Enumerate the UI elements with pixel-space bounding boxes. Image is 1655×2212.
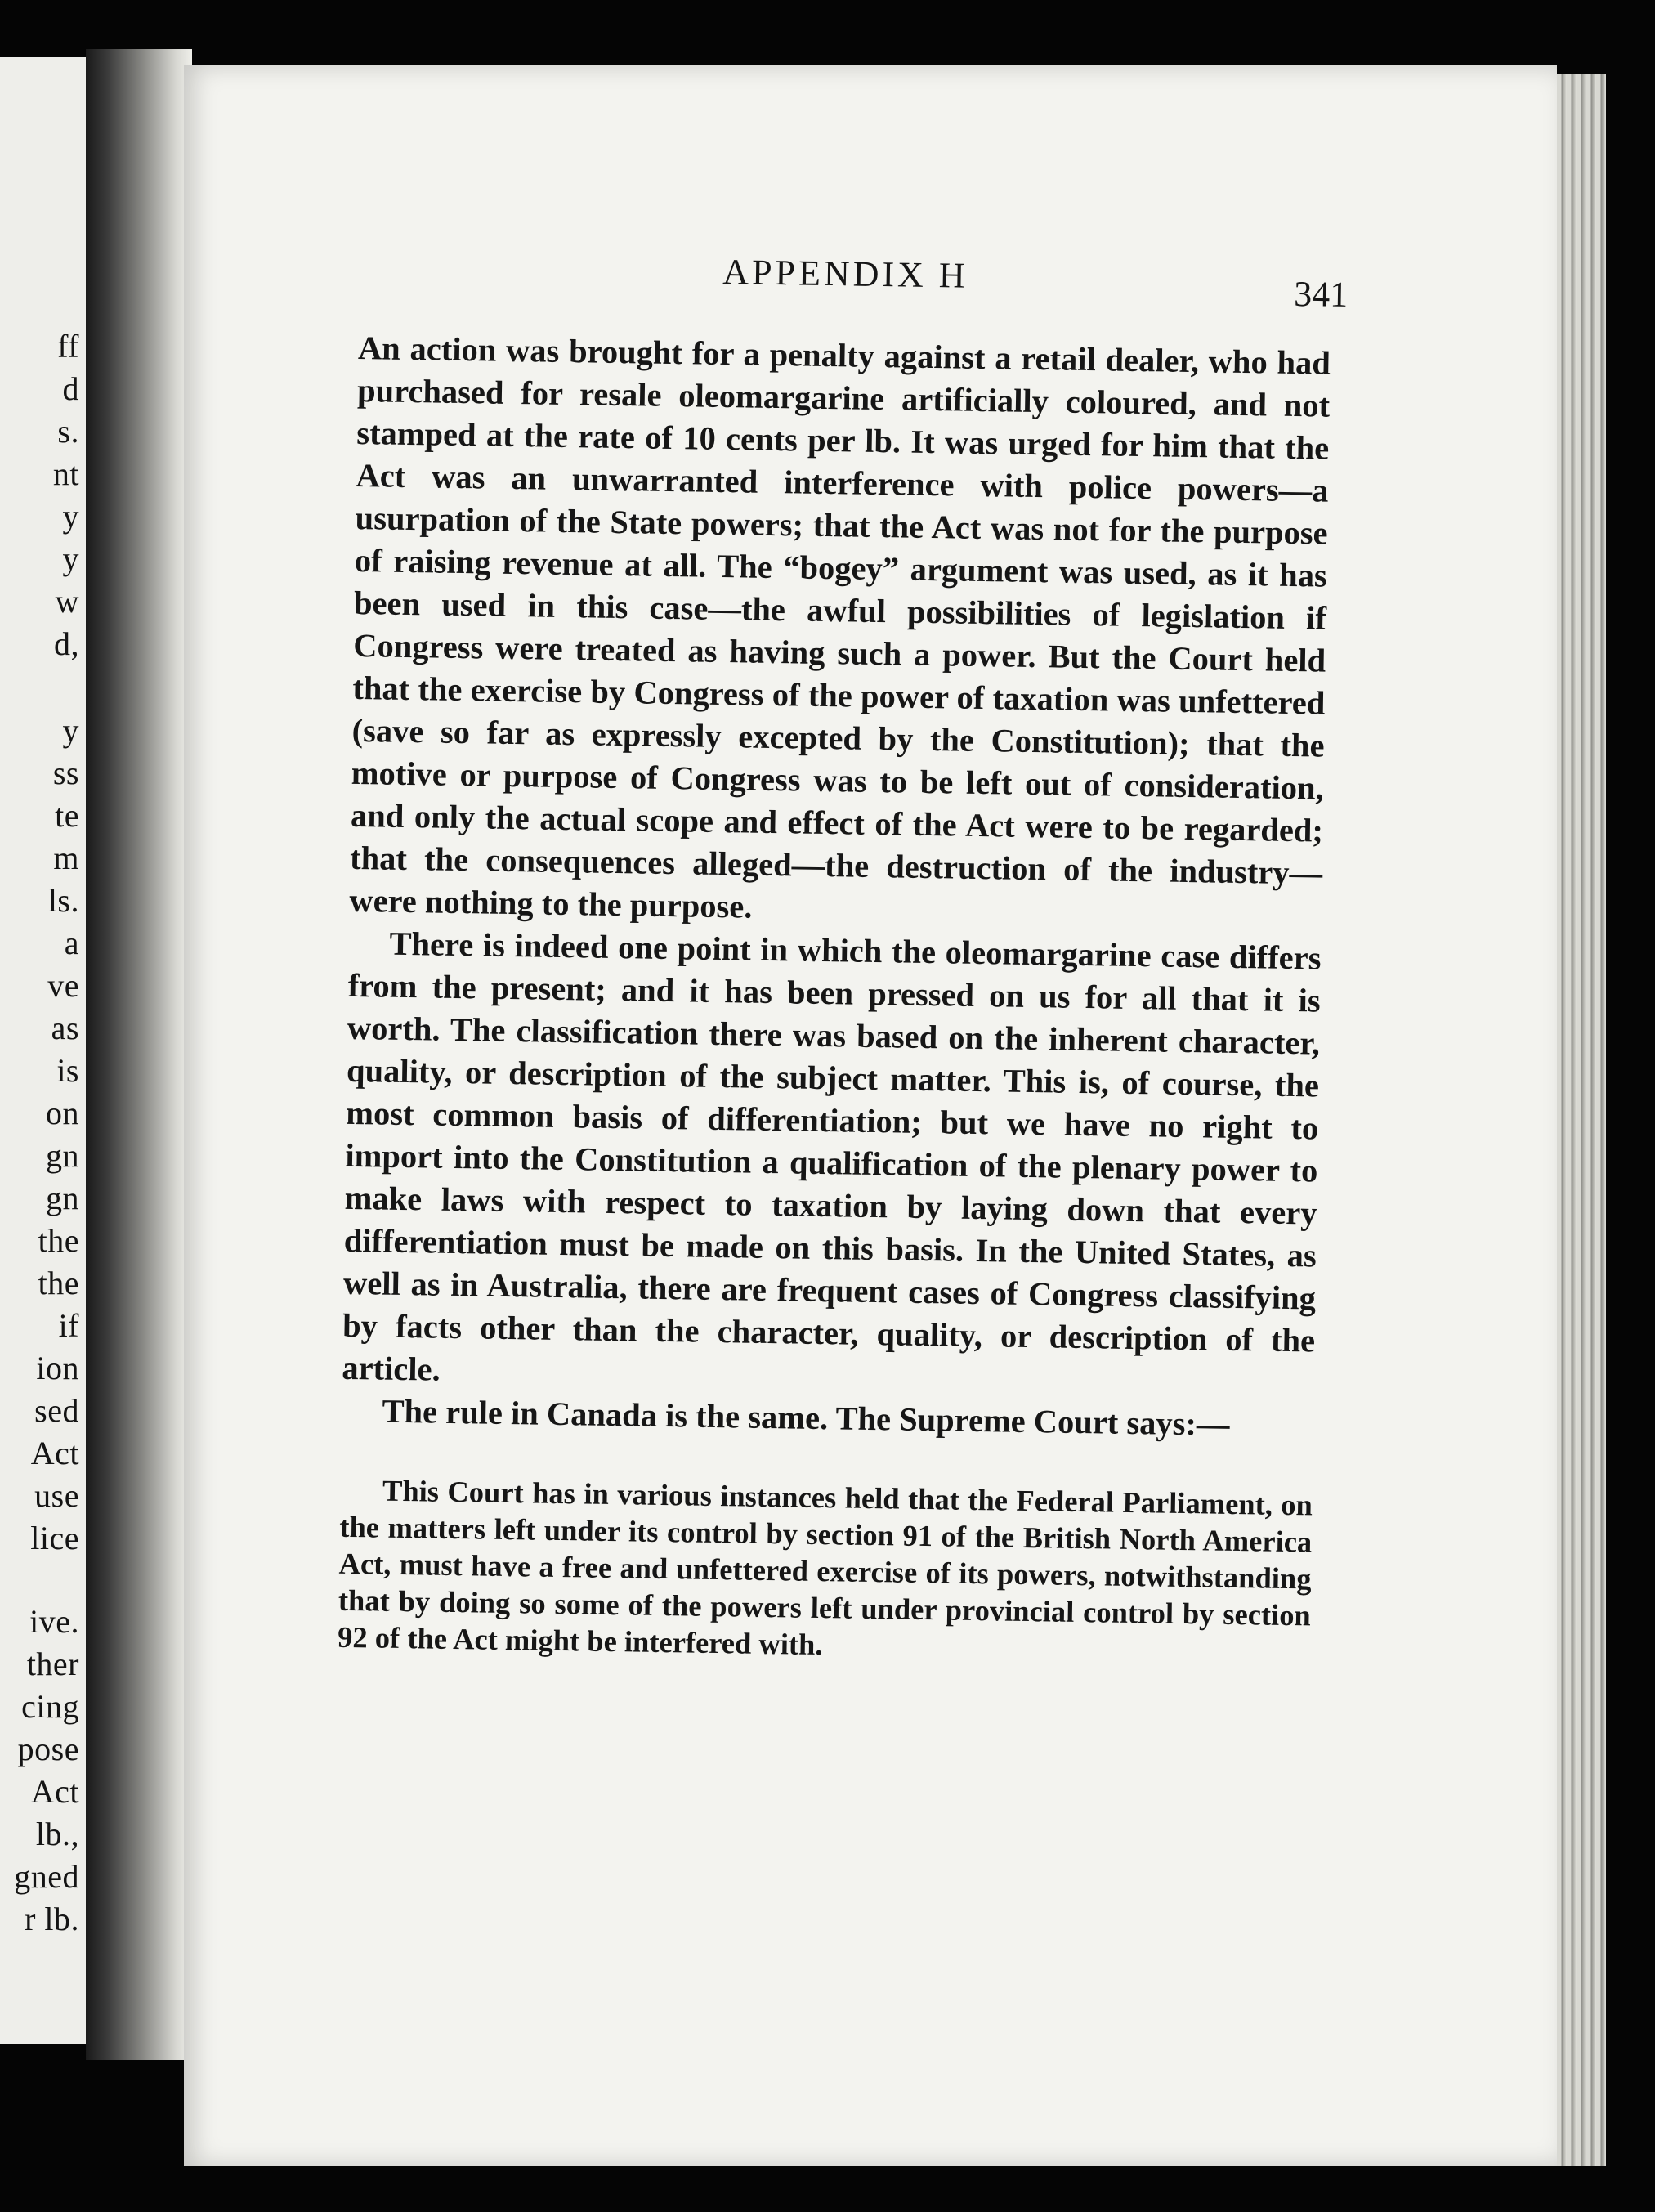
fragment-line: d, bbox=[54, 625, 79, 662]
page-title: APPENDIX H bbox=[722, 251, 969, 296]
fragment-line: as bbox=[51, 1010, 79, 1046]
fragment-line: lb., bbox=[35, 1816, 79, 1852]
fragment-line: Act bbox=[30, 1435, 79, 1471]
page-block-edge bbox=[1557, 74, 1606, 2166]
fragment-line: on bbox=[46, 1095, 79, 1131]
fragment-line: if bbox=[58, 1307, 79, 1344]
fragment-line: m bbox=[53, 840, 79, 876]
page-content bbox=[337, 245, 1349, 1700]
fragment-line: cing bbox=[21, 1688, 79, 1725]
fragment-line: w bbox=[55, 583, 79, 620]
fragment-line: ive. bbox=[29, 1603, 79, 1640]
fragment-line: ff bbox=[57, 328, 79, 365]
body-paragraph: An action was brought for a penalty against a retail dealer, who had purchased for resale oleomargarine artificially coloured, and not stamped at the rate of 10 cents per lb. It was urged for him that the Act was an unwarranted interference with police powers—a usurpation of the State powers; that the Act was not for the purpose of raising revenue at all. The “bogey” argument was used, as it has been used in this case—the awful possibilities of legislation if Congress were treated as having such a power. But the Court held that the exercise by Congress of the power of taxation was unfettered (save so far as expressly excepted by the Constitution); that the motive or purpose of Congress was to be left out of consideration, and only the actual scope and effect of the Act were to be regarded; that the consequences alleged—the destruction of the industry—were nothing to the purpose. bbox=[349, 329, 1331, 925]
fragment-line: use bbox=[34, 1477, 79, 1514]
fragment-line: y bbox=[62, 540, 79, 577]
fragment-line: gn bbox=[46, 1180, 79, 1216]
body-paragraph: There is indeed one point in which the oleomargarine case differs from the present; and it has been pressed on us for all that it is worth. The classification there was based on the inherent character, quality, or description of the subject matter. This is, of course, the most common basis of differentiation; but we have no right to import into the Constitution a qualification of the plenary power to make laws with respect to taxation by laying down that every differentiation must be made on this basis. In the United States, as well as in Australia, there are frequent cases of Congress classifying by facts other than the character, quality, or description of the article. bbox=[342, 925, 1322, 1388]
fragment-line: gned bbox=[14, 1858, 79, 1895]
fragment-line: a bbox=[64, 925, 79, 961]
fragment-line: s. bbox=[57, 413, 79, 450]
fragment-line: nt bbox=[52, 455, 79, 492]
fragment-line: the bbox=[38, 1265, 79, 1301]
fragment-line: lice bbox=[30, 1520, 79, 1556]
fragment-line: ls. bbox=[47, 882, 79, 919]
fragment-line: is bbox=[56, 1052, 79, 1089]
block-quote: This Court has in various instances held that the Federal Parliament, on the matters left under its control by section 91 of the British North America Act, must have a free and unfettered exercise of its powers, notwithstanding that by doing so some of the powers left under provincial control by section 92 of the Act might be interfered with. bbox=[337, 1473, 1313, 1662]
fragment-line: y bbox=[62, 712, 79, 749]
fragment-line: d bbox=[62, 370, 79, 407]
fragment-line: sed bbox=[34, 1392, 79, 1429]
fragment-line: ve bbox=[47, 967, 79, 1004]
fragment-line: ther bbox=[26, 1646, 79, 1682]
book-gutter-shadow bbox=[86, 49, 192, 2060]
fragment-line: ion bbox=[36, 1350, 79, 1386]
fragment-line: y bbox=[62, 498, 79, 535]
fragment-line: the bbox=[38, 1222, 79, 1259]
page-number: 341 bbox=[1293, 273, 1349, 315]
fragment-line: Act bbox=[30, 1773, 79, 1810]
fragment-line: ss bbox=[52, 754, 79, 791]
fragment-line: gn bbox=[46, 1137, 79, 1174]
fragment-line: te bbox=[55, 797, 79, 834]
body-paragraph: The rule in Canada is the same. The Supreme Court says:— bbox=[382, 1392, 1230, 1443]
fragment-line: r lb. bbox=[25, 1901, 79, 1937]
fragment-line: pose bbox=[17, 1731, 79, 1767]
facing-page-left bbox=[0, 57, 86, 2044]
